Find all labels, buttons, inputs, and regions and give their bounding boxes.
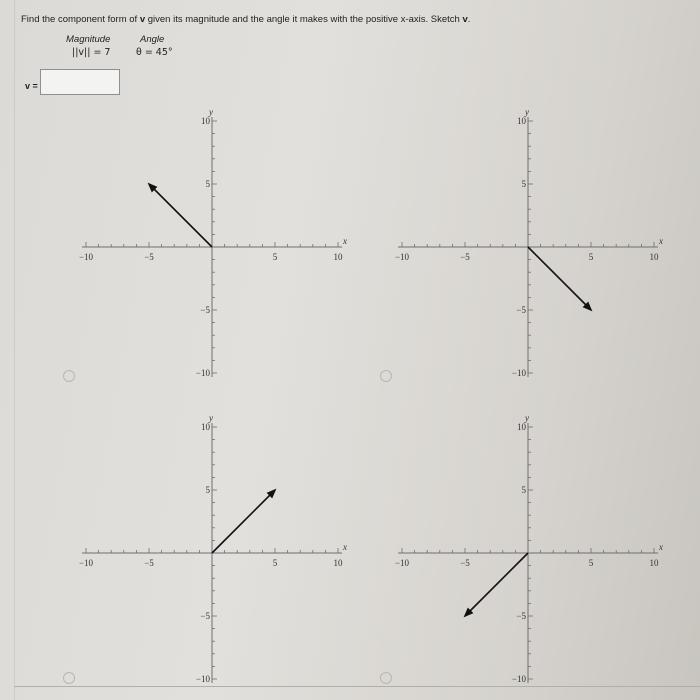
vector-arrow xyxy=(465,553,528,616)
y-axis-label: y xyxy=(525,413,529,423)
x-tick-label: −10 xyxy=(394,252,410,262)
x-tick-label: −10 xyxy=(78,558,94,568)
y-tick-label: 5 xyxy=(521,179,526,189)
y-tick-label: 10 xyxy=(201,422,210,432)
y-tick-label: −5 xyxy=(516,611,526,621)
x-tick-label: 5 xyxy=(588,252,594,262)
x-tick-label: −5 xyxy=(460,558,470,568)
y-tick-label: −5 xyxy=(516,305,526,315)
question-suffix: given its magnitude and the angle it makes with the positive x-axis. Sketch xyxy=(145,14,463,25)
angle-label: Angle xyxy=(140,34,165,45)
graph-svg xyxy=(378,408,678,688)
magnitude-label: Magnitude xyxy=(66,34,111,45)
graph-svg xyxy=(62,408,362,688)
x-tick-label: −5 xyxy=(144,252,154,262)
answer-label: v = xyxy=(25,81,38,91)
question-prefix: Find the component form of xyxy=(21,14,140,25)
x-axis-label: x xyxy=(659,542,663,552)
x-tick-label: −10 xyxy=(78,252,94,262)
y-tick-label: −10 xyxy=(511,674,526,684)
page-edge-line xyxy=(14,0,15,700)
answer-input[interactable] xyxy=(40,69,120,95)
x-tick-label: 5 xyxy=(272,252,278,262)
y-tick-label: −10 xyxy=(195,368,210,378)
y-tick-label: −5 xyxy=(200,611,210,621)
vector-arrow xyxy=(528,247,591,310)
radio-option-a[interactable] xyxy=(63,370,75,382)
x-tick-label: 10 xyxy=(333,558,343,568)
x-axis-label: x xyxy=(343,236,347,246)
vector-arrow xyxy=(149,184,212,247)
graph-option-b xyxy=(378,102,678,382)
x-axis-label: x xyxy=(343,542,347,552)
y-axis-label: y xyxy=(525,107,529,117)
magnitude-value: ||v|| = 7 xyxy=(72,47,111,58)
y-tick-label: −10 xyxy=(511,368,526,378)
y-tick-label: 5 xyxy=(205,179,210,189)
question-end: . xyxy=(467,14,471,25)
radio-option-d[interactable] xyxy=(380,672,392,684)
x-tick-label: 10 xyxy=(649,558,659,568)
question-text xyxy=(21,14,470,25)
y-axis-label: y xyxy=(209,107,213,117)
x-tick-label: 5 xyxy=(272,558,278,568)
x-tick-label: −5 xyxy=(460,252,470,262)
angle-value: θ = 45° xyxy=(136,47,173,58)
graph-option-a xyxy=(62,102,362,382)
footer-divider xyxy=(14,686,700,687)
x-axis-label: x xyxy=(659,236,663,246)
vector-arrow xyxy=(212,490,275,553)
y-tick-label: 10 xyxy=(201,116,210,126)
y-tick-label: −5 xyxy=(200,305,210,315)
graph-svg xyxy=(378,102,678,382)
x-tick-label: −10 xyxy=(394,558,410,568)
y-axis-label: y xyxy=(209,413,213,423)
y-tick-label: 10 xyxy=(517,422,526,432)
question-vector-2: v xyxy=(462,14,468,25)
question-vector: v xyxy=(139,14,146,25)
graph-option-c xyxy=(62,408,362,688)
x-tick-label: −5 xyxy=(144,558,154,568)
x-tick-label: 10 xyxy=(333,252,343,262)
graph-option-d xyxy=(378,408,678,688)
x-tick-label: 10 xyxy=(649,252,659,262)
y-tick-label: −10 xyxy=(195,674,210,684)
graph-svg xyxy=(62,102,362,382)
x-tick-label: 5 xyxy=(588,558,594,568)
radio-option-b[interactable] xyxy=(380,370,392,382)
y-tick-label: 10 xyxy=(517,116,526,126)
y-tick-label: 5 xyxy=(205,485,210,495)
y-tick-label: 5 xyxy=(521,485,526,495)
radio-option-c[interactable] xyxy=(63,672,75,684)
